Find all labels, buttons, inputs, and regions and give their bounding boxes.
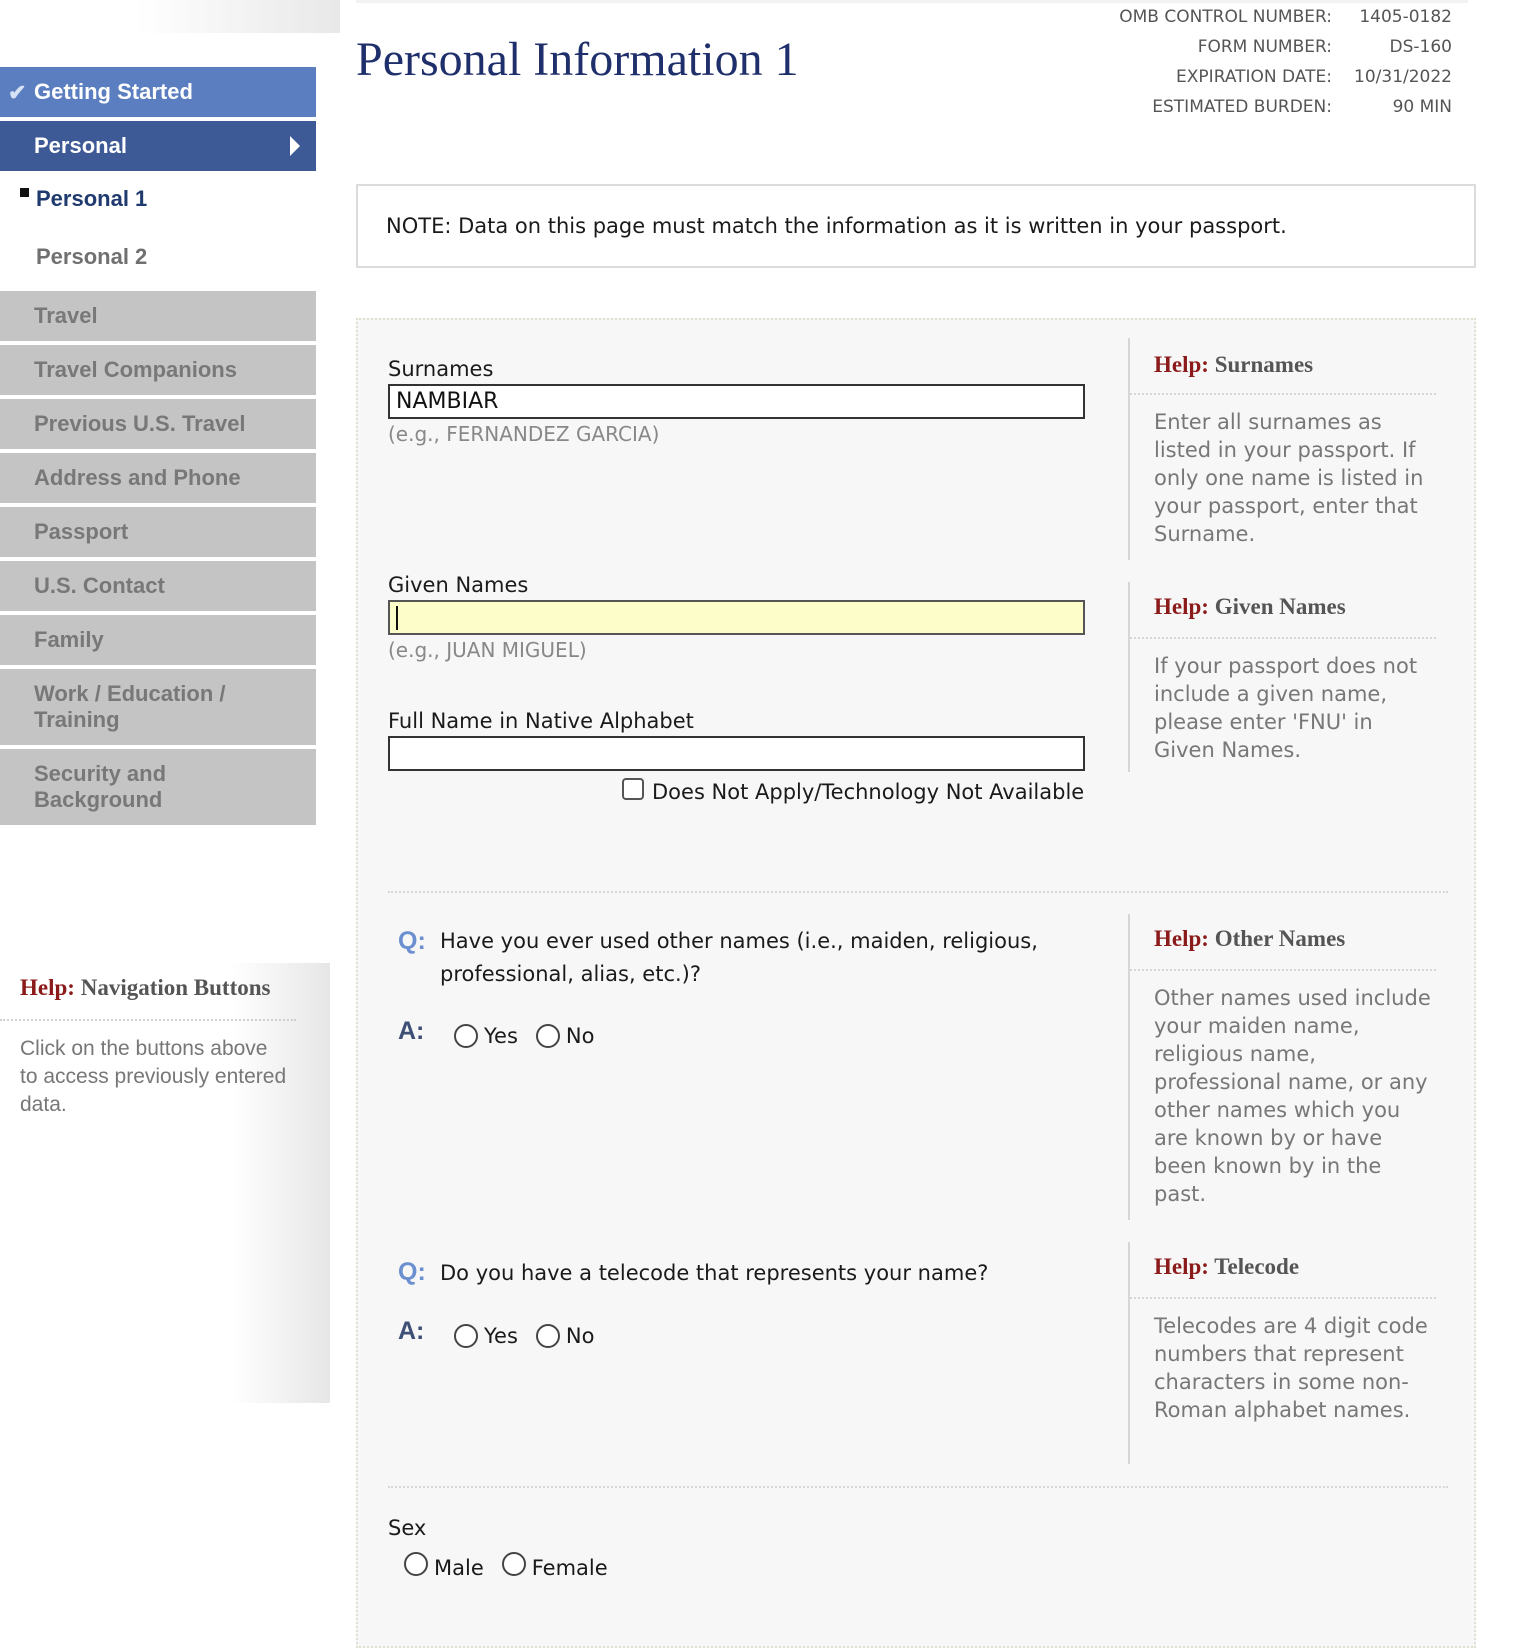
help-given-names-text: If your passport does not include a given name, please enter 'FNU' in Given Names.: [1154, 654, 1418, 762]
native-name-input[interactable]: [388, 736, 1085, 771]
meta-row: FORM NUMBER: DS-160: [1197, 37, 1452, 57]
passport-note: [356, 184, 1476, 268]
telecode-question: Do you have a telecode that represents your name?: [440, 1261, 989, 1285]
given-names-label: Given Names: [388, 573, 529, 597]
meta-row: EXPIRATION DATE: 10/31/2022: [1176, 67, 1452, 87]
question-marker: Q:: [398, 1258, 426, 1286]
form-metadata: [1119, 2, 1452, 122]
navigation-help-panel: [0, 963, 330, 1403]
sex-female-radio[interactable]: [502, 1552, 526, 1576]
nav-travel[interactable]: [0, 291, 316, 341]
nav-label: Passport: [34, 519, 129, 544]
help-telecode-text: Telecodes are 4 digit code numbers that represent characters in some non-Roman alphabet names.: [1154, 1314, 1428, 1422]
nav-label: Work / Education / Training: [34, 681, 226, 732]
form-panel: [356, 318, 1476, 1648]
native-name-na-label: Does Not Apply/Technology Not Available: [652, 780, 1085, 804]
surnames-example: (e.g., FERNANDEZ GARCIA): [388, 422, 660, 446]
answer-marker: A:: [398, 1317, 425, 1345]
surnames-input[interactable]: NAMBIAR: [388, 384, 1085, 419]
question-marker: Q:: [398, 927, 426, 955]
divider: [1130, 969, 1436, 971]
help-other-names: [1128, 914, 1440, 1220]
nav-label: Travel Companions: [34, 357, 237, 382]
sex-radio-group: [404, 1556, 626, 1580]
page-title: Personal Information 1: [356, 33, 799, 86]
checkmark-icon: ✔: [8, 80, 27, 105]
current-page-marker-icon: [20, 188, 29, 197]
nav-label: U.S. Contact: [34, 573, 165, 598]
nav-label: Security and Background: [34, 761, 167, 812]
navigation-help-title: Help: Navigation Buttons: [20, 975, 271, 1000]
nav-address-phone[interactable]: [0, 453, 316, 503]
nav-previous-us-travel[interactable]: [0, 399, 316, 449]
sex-female-option[interactable]: Female: [502, 1556, 608, 1580]
help-surnames: [1128, 338, 1440, 560]
other-names-yes-radio[interactable]: [454, 1024, 478, 1048]
nav-label: Family: [34, 627, 104, 652]
help-given-names-title: Help: Given Names: [1154, 594, 1346, 619]
nav-personal-2[interactable]: [0, 232, 316, 282]
divider: [388, 1486, 1448, 1488]
help-telecode-title: Help: Telecode: [1154, 1254, 1300, 1279]
telecode-yes-option[interactable]: Yes: [454, 1324, 518, 1348]
help-surnames-text: Enter all surnames as listed in your passport. If only one name is listed in your passport, enter that Surname.: [1154, 410, 1424, 546]
other-names-question: Have you ever used other names (i.e., maiden, religious, professional, alias, etc.)?: [440, 929, 1038, 986]
divider: [388, 891, 1448, 893]
text-cursor: [396, 606, 398, 630]
divider: [0, 1019, 296, 1021]
telecode-no-option[interactable]: No: [536, 1324, 595, 1348]
surnames-label: Surnames: [388, 357, 494, 381]
nav-label: Travel: [34, 303, 98, 328]
help-telecode: [1128, 1242, 1440, 1464]
meta-row: ESTIMATED BURDEN: 90 MIN: [1152, 97, 1452, 117]
answer-marker: A:: [398, 1017, 425, 1045]
sex-label: Sex: [388, 1516, 427, 1540]
telecode-no-radio[interactable]: [536, 1324, 560, 1348]
native-name-na-checkbox[interactable]: [622, 778, 644, 800]
telecode-radio-group: [454, 1324, 612, 1348]
divider: [1130, 637, 1436, 639]
other-names-yes-option[interactable]: Yes: [454, 1024, 518, 1048]
sidebar-top-shade: [0, 0, 340, 33]
nav-personal-1[interactable]: [0, 174, 316, 224]
nav-label: Getting Started: [34, 79, 193, 104]
nav-label: Previous U.S. Travel: [34, 411, 246, 436]
native-name-label: Full Name in Native Alphabet: [388, 709, 694, 733]
other-names-no-radio[interactable]: [536, 1024, 560, 1048]
other-names-radio-group: [454, 1024, 612, 1048]
nav-personal[interactable]: [0, 121, 316, 171]
nav-label: Personal: [34, 133, 127, 158]
telecode-yes-radio[interactable]: [454, 1324, 478, 1348]
nav-label: Address and Phone: [34, 465, 241, 490]
nav-label: Personal 1: [36, 186, 148, 211]
arrow-right-icon: [290, 136, 300, 156]
given-names-input[interactable]: [388, 600, 1085, 635]
sex-male-radio[interactable]: [404, 1552, 428, 1576]
help-given-names: [1128, 582, 1440, 772]
nav-passport[interactable]: [0, 507, 316, 557]
nav-us-contact[interactable]: [0, 561, 316, 611]
divider: [1130, 1297, 1436, 1299]
nav-family[interactable]: [0, 615, 316, 665]
navigation-help-text: Click on the buttons above to access previously entered data.: [20, 1037, 287, 1116]
nav-label: Personal 2: [36, 244, 148, 269]
divider: [1130, 393, 1436, 395]
sex-male-option[interactable]: Male: [404, 1556, 484, 1580]
nav-travel-companions[interactable]: [0, 345, 316, 395]
nav-getting-started[interactable]: [0, 67, 316, 117]
help-other-names-text: Other names used include your maiden name, religious name, professional name, or any other names which you are known by or have been known by in the past.: [1154, 986, 1431, 1206]
nav-security-background[interactable]: [0, 749, 316, 825]
native-name-na-option[interactable]: [622, 780, 1084, 804]
given-names-example: (e.g., JUAN MIGUEL): [388, 638, 587, 662]
help-surnames-title: Help: Surnames: [1154, 352, 1314, 377]
other-names-no-option[interactable]: No: [536, 1024, 595, 1048]
note-text: NOTE: Data on this page must match the information as it is written in your passport.: [386, 214, 1287, 238]
nav-work-education[interactable]: [0, 669, 316, 745]
meta-row: OMB CONTROL NUMBER: 1405-0182: [1119, 7, 1452, 27]
help-other-names-title: Help: Other Names: [1154, 926, 1346, 951]
